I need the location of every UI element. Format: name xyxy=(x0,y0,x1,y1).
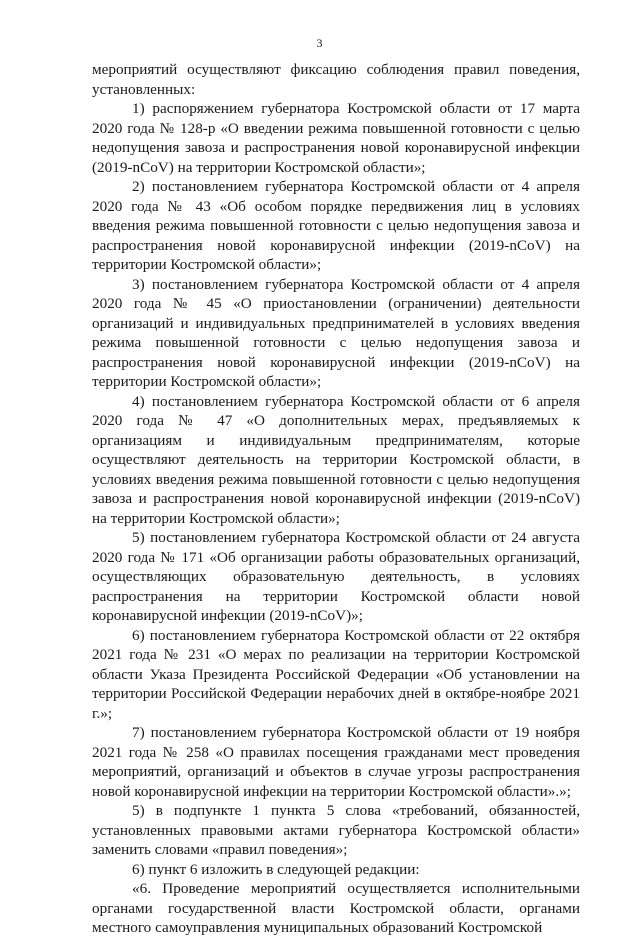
paragraph: 6) постановлением губернатора Костромской области от 22 октября 2021 года № 231 «О мерах по реализации на территории Костромской области Указа Президента Российской Федерации «Об установлении на территории Российской Федерации нерабочих дней в октябре-ноябре 2021 г.»; xyxy=(92,626,580,722)
paragraph: 7) постановлением губернатора Костромской области от 19 ноября 2021 года № 258 «О правилах посещения гражданами мест проведения мероприятий, организаций и объектов в случае угрозы распространения новой коронавирусной инфекции на территории Костромской области».»; xyxy=(92,724,580,800)
paragraph: 3) постановлением губернатора Костромской области от 4 апреля 2020 года № 45 «О приостановлении (ограничении) деятельности организаций и индивидуальных предпринимателей в условиях введения режима повышенной готовности с целью недопущения завоза и распространения новой коронавирусной инфекции (2019-nCoV) на территории Костромской области»; xyxy=(92,275,580,390)
page-number: 3 xyxy=(316,36,323,50)
paragraph: 5) постановлением губернатора Костромской области от 24 августа 2020 года № 171 «Об организации работы образовательных организаций, осуществляющих образовательную деятельность, в условиях распространения на территории Костромской области новой коронавирусной инфекции (2019-nCoV)»; xyxy=(92,529,580,624)
paragraph: 1) распоряжением губернатора Костромской области от 17 марта 2020 года № 128-р «О введении режима повышенной готовности с целью недопущения завоза и распространения новой коронавирусной инфекции (2019-nCoV) на территории Костромской области»; xyxy=(92,100,580,176)
paragraph: 6) пункт 6 изложить в следующей редакции: xyxy=(132,860,420,878)
paragraph: 2) постановлением губернатора Костромской области от 4 апреля 2020 года № 43 «Об особом порядке передвижения лиц в условиях введения режима повышенной готовности с целью недопущения завоза и распространения новой коронавирусной инфекции (2019-nCoV) на территории Костромской области»; xyxy=(92,178,580,273)
paragraph: мероприятий осуществляют фиксацию соблюдения правил поведения, установленных: xyxy=(92,61,580,98)
document-body xyxy=(92,60,580,938)
paragraph: 5) в подпункте 1 пункта 5 слова «требований, обязанностей, установленных правовыми актами губернатора Костромской области» заменить словами «правил поведения»; xyxy=(92,802,580,858)
paragraph: 4) постановлением губернатора Костромской области от 6 апреля 2020 года № 47 «О дополнительных мерах, предъявляемых к организациям и индивидуальным предпринимателям, которые осуществляют деятельность на территории Костромской области, в условиях введения режима повышенной готовности с целью недопущения завоза и распространения новой коронавирусной инфекции (2019-nCoV) на территории Костромской области»; xyxy=(92,392,580,527)
paragraph: «6. Проведение мероприятий осуществляется исполнительными органами государственной власти Костромской области, органами местного самоуправления муниципальных образований Костромской xyxy=(92,880,580,936)
